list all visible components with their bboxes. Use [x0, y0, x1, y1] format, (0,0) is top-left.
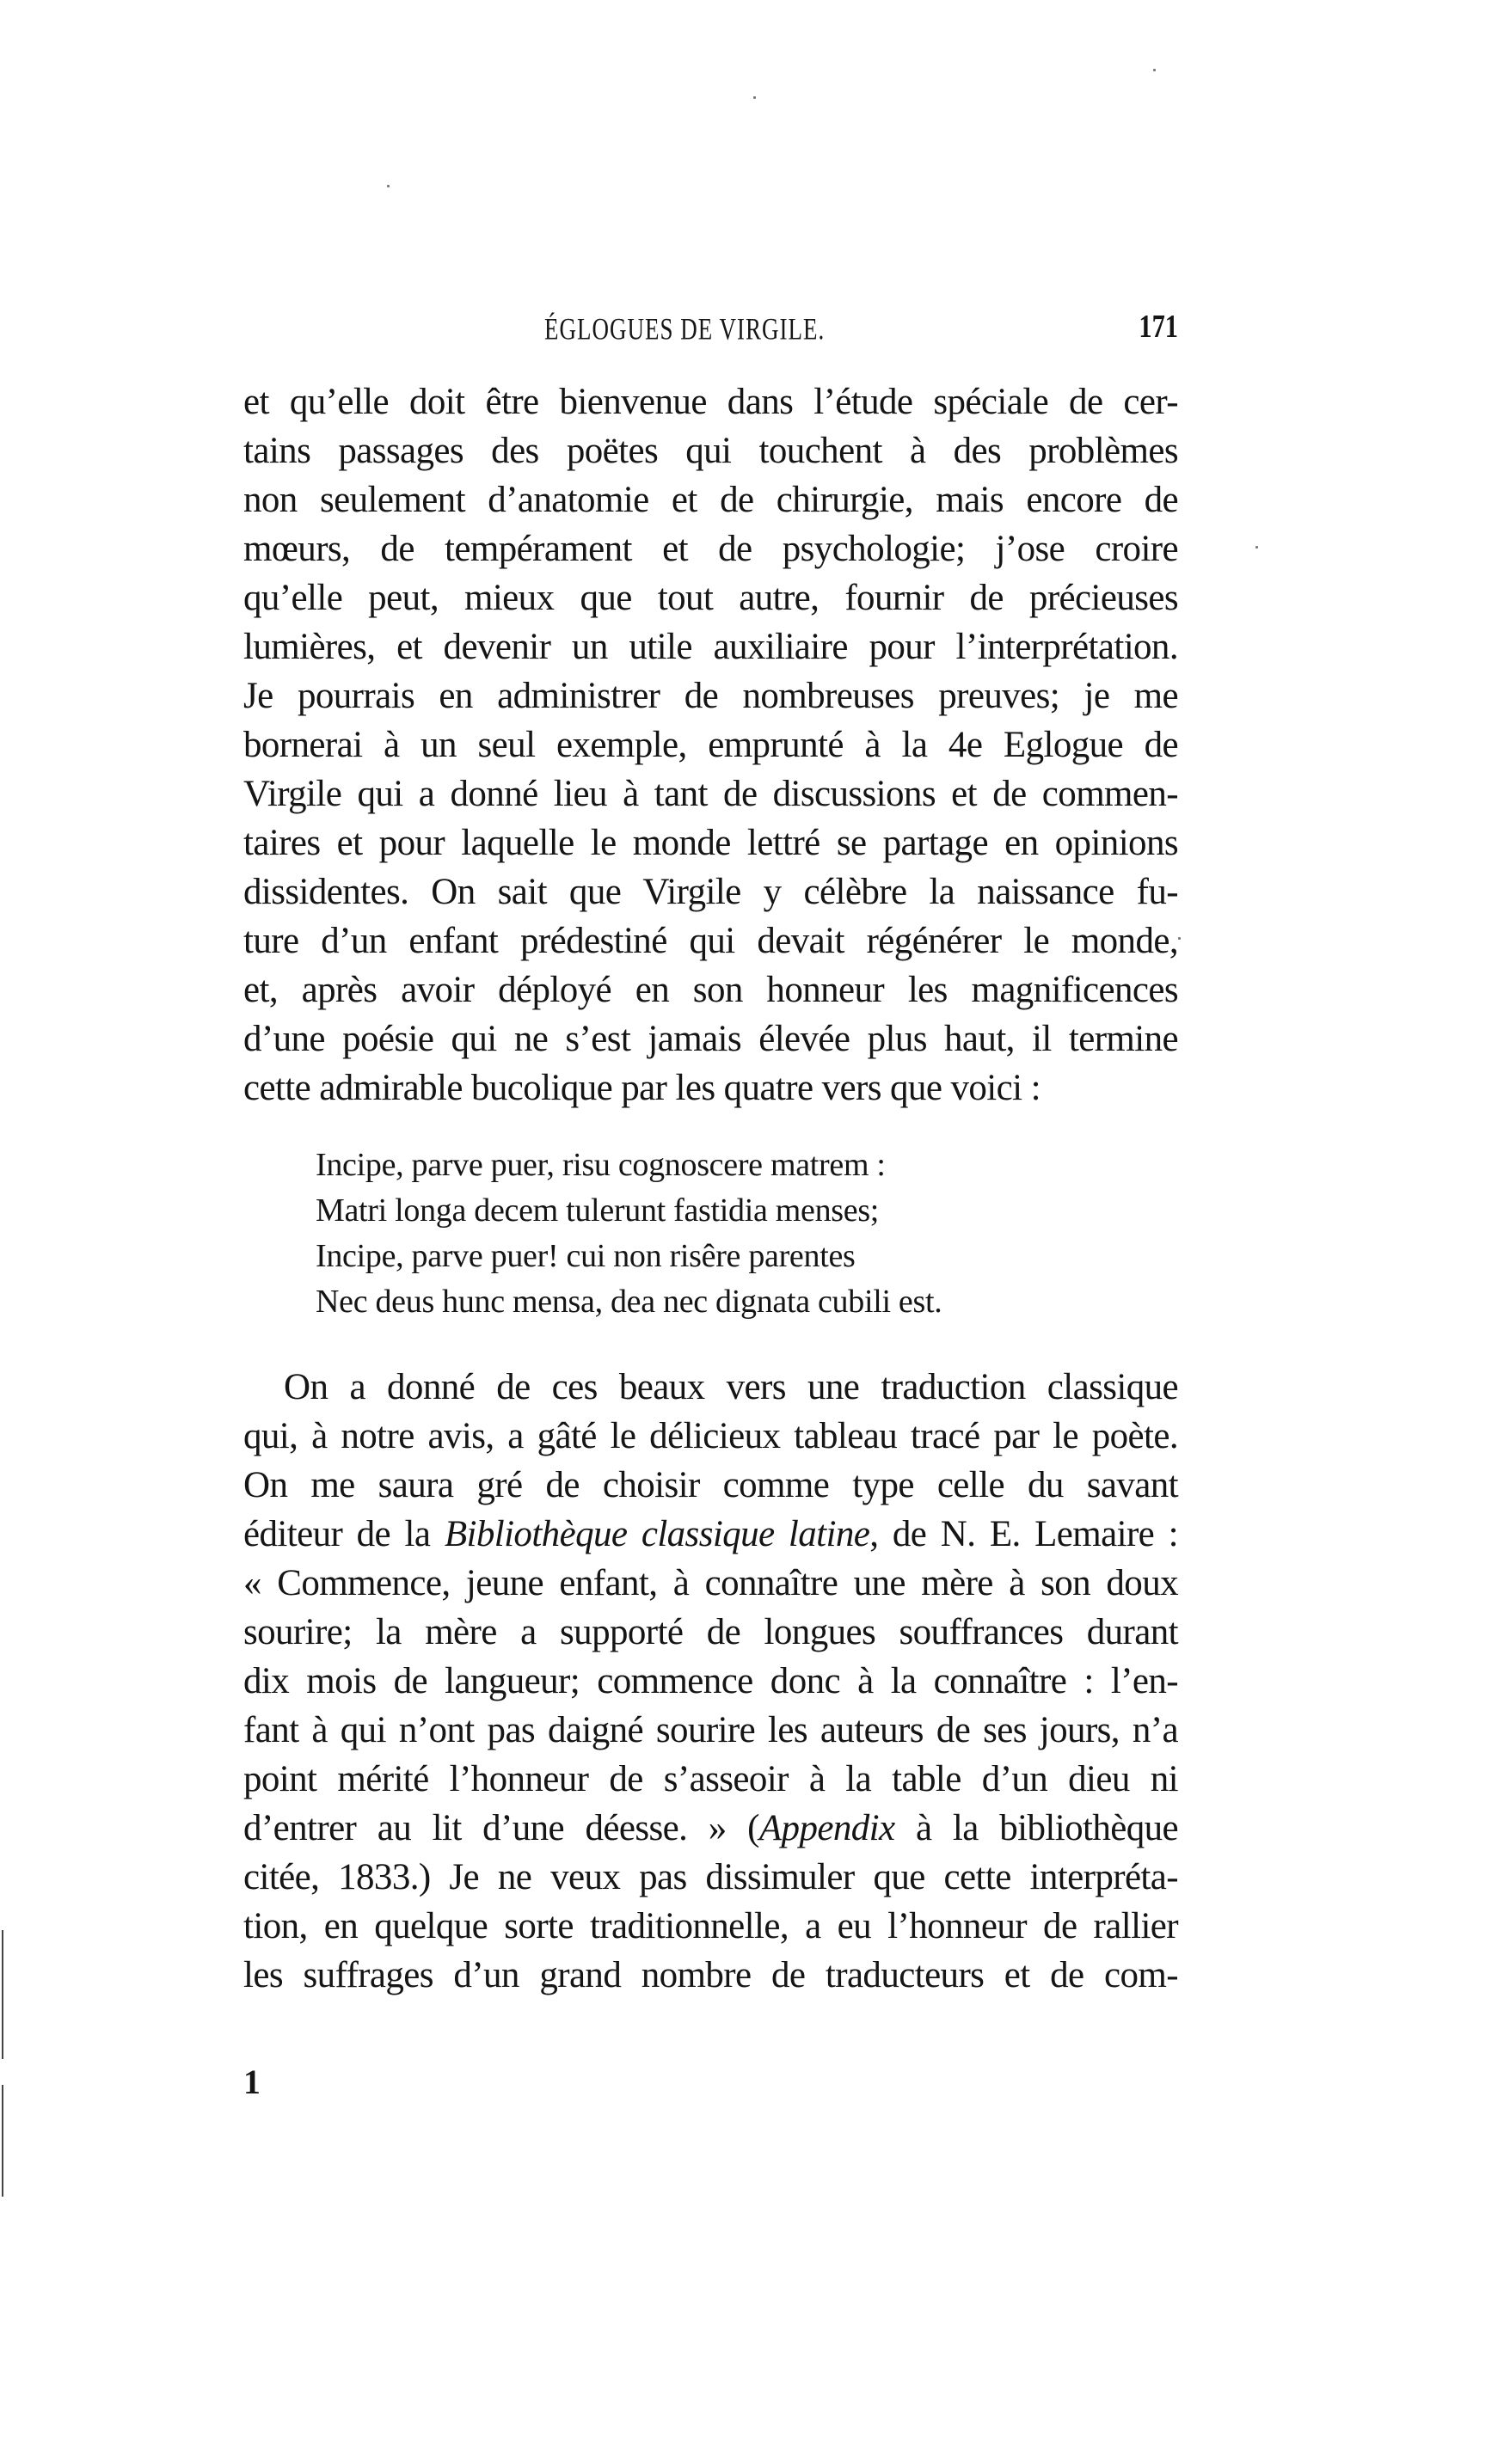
scan-speck	[1255, 546, 1258, 549]
text-line: cette admirable bucolique par les quatre vers que voici :	[243, 1068, 1041, 1108]
text-line: et qu’elle doit être bienvenue dans l’étude spéciale de cer-	[243, 382, 1178, 422]
scan-speck	[1178, 937, 1181, 940]
text-line: tion, en quelque sorte traditionnelle, a eu l’honneur de rallier	[243, 1906, 1178, 1946]
running-title: ÉGLOGUES DE VIRGILE.	[544, 311, 826, 346]
page-number: 171	[1139, 309, 1178, 345]
text-line: d’une poésie qui ne s’est jamais élevée plus haut, il termine	[243, 1019, 1178, 1059]
text-run: , de N. E. Lemaire :	[869, 1514, 1178, 1554]
scan-speck	[387, 185, 390, 187]
text-line: Je pourrais en administrer de nombreuses preuves; je me	[243, 676, 1178, 716]
verse-line: Incipe, parve puer! cui non risêre parentes	[316, 1238, 856, 1274]
text-line: et, après avoir déployé en son honneur les magnificences	[243, 970, 1178, 1010]
scan-margin-line	[2, 2085, 3, 2197]
text-run: éditeur de la	[243, 1514, 445, 1554]
text-line: qu’elle peut, mieux que tout autre, fournir de précieuses	[243, 578, 1178, 618]
text-line: ture d’un enfant prédestiné qui devait régénérer le monde,	[243, 921, 1178, 961]
text-line: dix mois de langueur; commence donc à la connaître : l’en-	[243, 1661, 1178, 1701]
appendix-italic: Appendix	[758, 1808, 895, 1848]
text-line: sourire; la mère a supporté de longues souffrances durant	[243, 1612, 1178, 1652]
text-run: d’entrer au lit d’une déesse. » (	[243, 1808, 759, 1848]
text-line: point mérité l’honneur de s’asseoir à la table d’un dieu ni	[243, 1759, 1178, 1799]
text-line: mœurs, de tempérament et de psychologie; j’ose croire	[243, 529, 1178, 569]
scan-speck	[1153, 69, 1156, 71]
text-line: Virgile qui a donné lieu à tant de discussions et de commen-	[243, 774, 1178, 814]
text-line: qui, à notre avis, a gâté le délicieux tableau tracé par le poète.	[243, 1416, 1178, 1456]
text-line: dissidentes. On sait que Virgile y célèbre la naissance fu-	[243, 872, 1178, 912]
book-title-italic: Bibliothèque classique latine	[444, 1514, 870, 1554]
text-line	[243, 1805, 1178, 1853]
verse-line: Incipe, parve puer, risu cognoscere matrem :	[316, 1147, 886, 1183]
text-line	[243, 1511, 1178, 1559]
scan-speck	[753, 96, 756, 99]
text-line: les suffrages d’un grand nombre de traducteurs et de com-	[243, 1955, 1178, 1995]
verse-line: Matri longa decem tulerunt fastidia menses;	[316, 1192, 880, 1229]
text-line: taires et pour laquelle le monde lettré se partage en opinions	[243, 823, 1178, 863]
text-line: citée, 1833.) Je ne veux pas dissimuler que cette interpréta-	[243, 1857, 1178, 1897]
text-run: à la bibliothèque	[894, 1808, 1178, 1848]
text-line: « Commence, jeune enfant, à connaître une mère à son doux	[243, 1563, 1178, 1603]
text-line: fant à qui n’ont pas daigné sourire les auteurs de ses jours, n’a	[243, 1710, 1178, 1750]
scan-margin-line	[2, 1930, 3, 2059]
text-line: On me saura gré de choisir comme type celle du savant	[243, 1465, 1178, 1505]
signature-mark: 1	[243, 2063, 261, 2101]
running-head	[243, 311, 1178, 354]
text-line: tains passages des poëtes qui touchent à des problèmes	[243, 431, 1178, 471]
text-line: bornerai à un seul exemple, emprunté à la 4e Eglogue de	[243, 725, 1178, 765]
text-line: lumières, et devenir un utile auxiliaire pour l’interprétation.	[243, 627, 1178, 667]
text-line: non seulement d’anatomie et de chirurgie, mais encore de	[243, 480, 1178, 520]
text-line: On a donné de ces beaux vers une traduction classique	[284, 1367, 1178, 1407]
verse-line: Nec deus hunc mensa, dea nec dignata cubili est.	[316, 1284, 942, 1320]
